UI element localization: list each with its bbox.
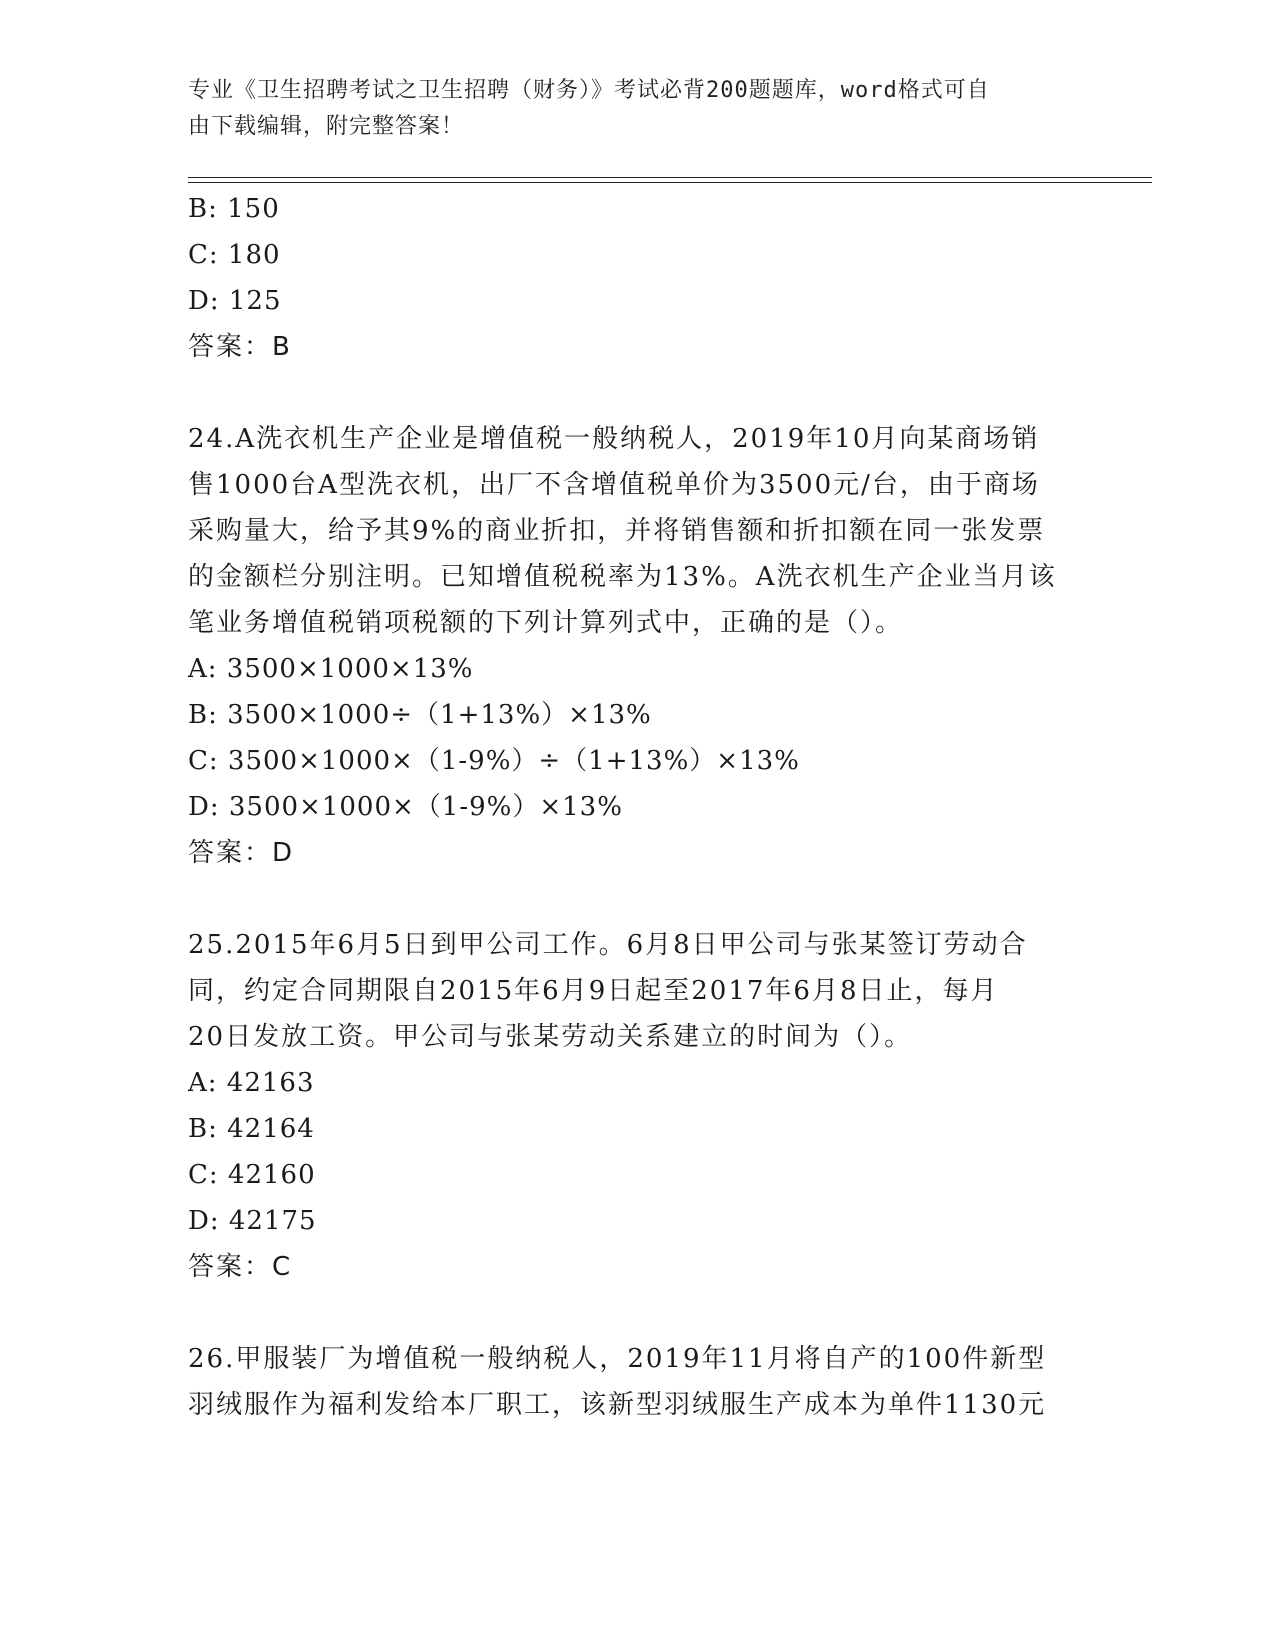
question-25 xyxy=(188,922,1088,1290)
header-line-2: 由下载编辑，附完整答案！ xyxy=(188,114,465,139)
answer-line: 答案：B xyxy=(188,332,292,362)
question-text-line: 同，约定合同期限自2015年6月9日起至2017年6月8日止，每月 xyxy=(188,976,999,1006)
option-c: C: 180 xyxy=(188,240,281,270)
document-body xyxy=(188,186,1088,1428)
option-d: D: 3500×1000×（1-9%）×13% xyxy=(188,792,623,822)
answer-line: 答案：C xyxy=(188,1252,293,1282)
question-26 xyxy=(188,1336,1088,1428)
question-text-line: 笔业务增值税销项税额的下列计算列式中，正确的是（）。 xyxy=(188,608,904,638)
option-b: B: 3500×1000÷（1+13%）×13% xyxy=(188,700,652,730)
option-a: A: 42163 xyxy=(188,1068,315,1098)
document-header xyxy=(188,73,1068,145)
option-d: D: 125 xyxy=(188,286,282,316)
option-b: B: 150 xyxy=(188,194,280,224)
question-23-tail xyxy=(188,186,1088,370)
question-24 xyxy=(188,416,1088,876)
question-text-line: 26.甲服装厂为增值税一般纳税人，2019年11月将自产的100件新型 xyxy=(188,1344,1047,1374)
question-text-line: 羽绒服作为福利发给本厂职工，该新型羽绒服生产成本为单件1130元 xyxy=(188,1390,1047,1420)
question-text-line: 20日发放工资。甲公司与张某劳动关系建立的时间为（）。 xyxy=(188,1022,913,1052)
answer-line: 答案：D xyxy=(188,838,295,868)
header-line-1: 专业《卫生招聘考试之卫生招聘（财务）》考试必背200题题库，word格式可自 xyxy=(188,78,990,103)
option-c: C: 3500×1000×（1-9%）÷（1+13%）×13% xyxy=(188,746,800,776)
question-text-line: 25.2015年6月5日到甲公司工作。6月8日甲公司与张某签订劳动合 xyxy=(188,930,1028,960)
header-rule-top xyxy=(188,177,1152,178)
question-text-line: 采购量大，给予其9%的商业折扣，并将销售额和折扣额在同一张发票 xyxy=(188,516,1046,546)
question-text-line: 售1000台A型洗衣机，出厂不含增值税单价为3500元/台，由于商场 xyxy=(188,470,1040,500)
question-text-line: 24.A洗衣机生产企业是增值税一般纳税人，2019年10月向某商场销 xyxy=(188,424,1040,454)
question-text-line: 的金额栏分别注明。已知增值税税率为13%。A洗衣机生产企业当月该 xyxy=(188,562,1057,592)
option-b: B: 42164 xyxy=(188,1114,315,1144)
option-a: A: 3500×1000×13% xyxy=(188,654,474,684)
option-c: C: 42160 xyxy=(188,1160,316,1190)
option-d: D: 42175 xyxy=(188,1206,317,1236)
header-rule-bottom xyxy=(188,182,1152,183)
